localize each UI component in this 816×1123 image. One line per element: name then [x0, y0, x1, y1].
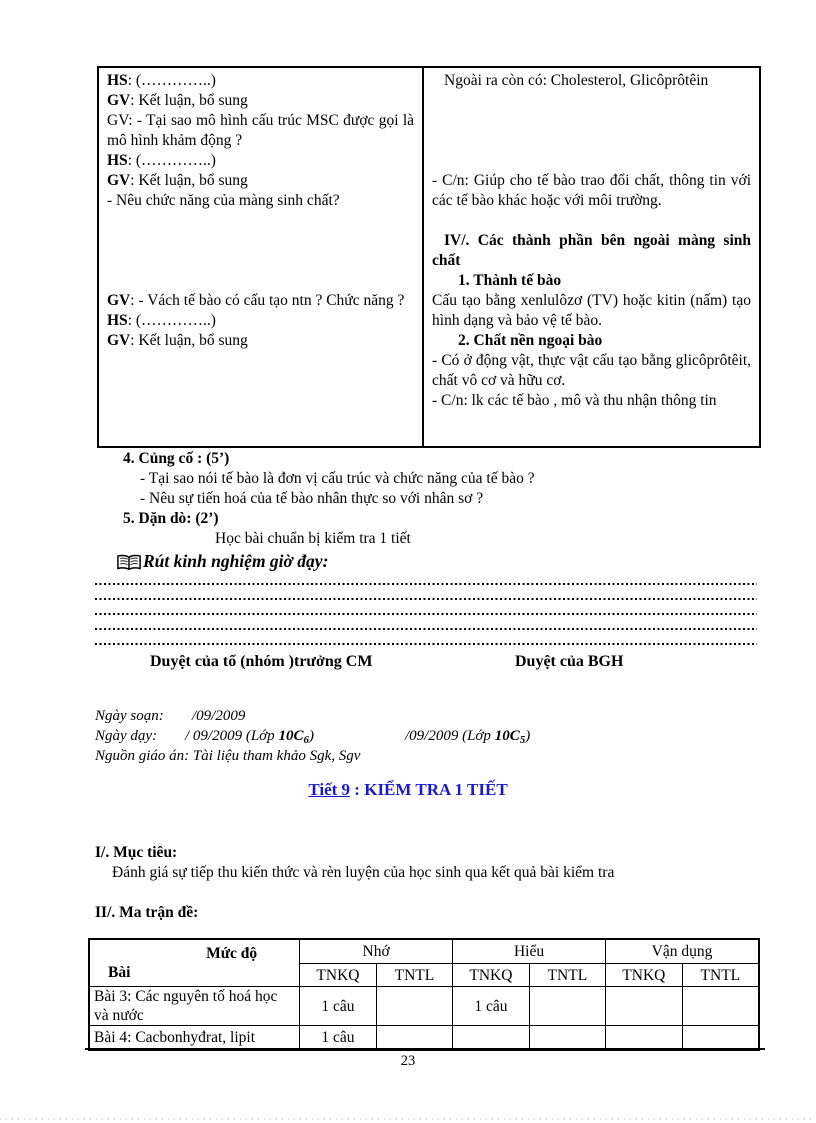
approval-row	[95, 652, 763, 674]
dialog-line: HS: (…………..)	[107, 312, 216, 329]
sub-header: TNTL	[682, 964, 759, 987]
prepared-date-label: Ngày soạn:	[95, 708, 164, 724]
lesson-activity-table	[97, 66, 761, 448]
experience-label: Rút kinh nghiệm giờ đạy:	[143, 551, 329, 571]
matrix-cell	[529, 1026, 605, 1051]
matrix-data-row	[89, 1026, 759, 1051]
objective-body: Đánh giá sự tiếp thu kiến thức và rèn luyện của học sinh qua kết quả bài kiểm tra	[112, 864, 615, 881]
content-line: - C/n: lk các tế bào , mô và thu nhận thông tin	[432, 392, 717, 409]
dialog-line: GV: - Tại sao mô hình cấu trúc MSC được gọi là mô hình khảm động ?	[107, 112, 415, 149]
matrix-cell	[376, 1026, 452, 1051]
speaker-label: GV	[107, 172, 131, 189]
taught-date-value-2: /09/2009 (Lớp $10C_5$)	[405, 728, 531, 746]
experience-heading	[95, 549, 763, 573]
speaker-label: HS	[107, 152, 128, 169]
speaker-label: GV	[107, 332, 131, 349]
title-separator: :	[350, 780, 365, 799]
matrix-cell: 1 câu	[300, 1026, 377, 1051]
test-matrix-table	[88, 938, 760, 1051]
consolidation-section	[95, 449, 763, 573]
consolidation-heading: 4. Củng cố : (5’)	[123, 450, 230, 467]
lesson-metadata	[95, 706, 763, 766]
matrix-cell: 1 câu	[453, 987, 530, 1026]
homework-note: Học bài chuẩn bị kiểm tra 1 tiết	[215, 530, 411, 547]
source-label: Nguồn giáo án: Tài liệu tham khảo Sgk, Sgv	[95, 748, 361, 764]
prepared-date-row	[95, 706, 763, 726]
dialog-line: GV: Kết luận, bổ sung	[107, 332, 248, 349]
consolidation-question: - Tại sao nói tế bào là đơn vị cấu trúc và chức năng của tế bào ?	[140, 470, 535, 487]
matrix-cell	[376, 987, 452, 1026]
lesson-name: KIỂM TRA 1 TIẾT	[364, 780, 508, 799]
approval-committee-label: Duyệt của tổ (nhóm )trưởng CM	[150, 653, 373, 670]
sub-header: TNKQ	[300, 964, 377, 987]
page-number: 23	[400, 1053, 416, 1069]
sub-header: TNTL	[529, 964, 605, 987]
group-header-apply: Vận dụng	[606, 939, 760, 964]
taught-date-label: Ngày dạy:	[95, 728, 158, 744]
page-bottom-dotted-edge	[0, 1118, 816, 1120]
objective-heading: I/. Mục tiêu:	[95, 844, 178, 861]
matrix-cell	[453, 1026, 530, 1051]
matrix-cell	[606, 987, 683, 1026]
source-row	[95, 746, 763, 766]
sub-header: TNKQ	[453, 964, 530, 987]
spacer	[432, 91, 751, 171]
dotted-line	[95, 582, 757, 585]
corner-level-label: Mức độ	[206, 945, 258, 962]
content-line: - Có ở động vật, thực vật cấu tạo bằng glicôprôtêit, chất vô cơ và hữu cơ.	[432, 352, 751, 389]
approval-board-label: Duyệt của BGH	[515, 653, 624, 670]
subsection-heading: 2. Chất nền ngoại bào	[458, 332, 603, 349]
prepared-date-value: /09/2009	[192, 708, 246, 724]
content-line: Ngoài ra còn có: Cholesterol, Glicôprôtêin	[444, 72, 709, 89]
dialog-line: GV: Kết luận, bổ sung	[107, 172, 248, 189]
matrix-heading: II/. Ma trận đề:	[95, 904, 199, 921]
content-line: Cấu tạo bằng xenlulôzơ (TV) hoặc kitin (nấm) tạo hình dạng và bảo vệ tế bào.	[432, 292, 751, 329]
group-header-remember: Nhớ	[300, 939, 453, 964]
row-label: Bài 4: Cacbonhyđrat, lipit	[89, 1026, 300, 1051]
matrix-cell	[682, 987, 759, 1026]
open-book-icon	[117, 553, 141, 570]
matrix-cell	[529, 987, 605, 1026]
footer-divider	[85, 1048, 765, 1050]
corner-lesson-label: Bài	[108, 964, 131, 981]
matrix-cell	[682, 1026, 759, 1051]
sub-header: TNTL	[376, 964, 452, 987]
dialog-line: GV: Kết luận, bổ sung	[107, 92, 248, 109]
lesson-title	[20, 779, 796, 801]
content-line: - C/n: Giúp cho tế bào trao đổi chất, thông tin với các tế bào khác hoặc với môi trường.	[432, 172, 751, 209]
consolidation-question: - Nêu sự tiến hoá của tế bào nhân thực so với nhân sơ ?	[140, 490, 484, 507]
matrix-cell: 1 câu	[300, 987, 377, 1026]
dialog-line: HS: (…………..)	[107, 152, 216, 169]
speaker-label: HS	[107, 72, 128, 89]
lesson-content-column	[424, 68, 759, 446]
dotted-line	[95, 627, 757, 630]
matrix-corner-cell	[89, 939, 300, 987]
matrix-group-header-row	[89, 939, 759, 964]
lesson-number: Tiết 9	[308, 780, 351, 799]
matrix-cell	[606, 1026, 683, 1051]
sub-header: TNKQ	[606, 964, 683, 987]
dotted-line	[95, 612, 757, 615]
fill-in-lines	[95, 582, 757, 657]
spacer	[432, 211, 751, 231]
dotted-line	[95, 597, 757, 600]
dialog-line: - Nêu chức năng của màng sinh chất?	[107, 192, 340, 209]
spacer	[107, 211, 414, 291]
objective-section	[95, 843, 765, 883]
matrix-data-row	[89, 987, 759, 1026]
taught-date-value-1: / 09/2009 (Lớp $10C_6$)	[185, 728, 314, 746]
group-header-understand: Hiểu	[453, 939, 606, 964]
taught-date-row	[95, 726, 763, 746]
teacher-student-activity-column	[99, 68, 424, 446]
speaker-label: GV	[107, 292, 131, 309]
dialog-line: HS: (…………..)	[107, 72, 216, 89]
dotted-line	[95, 642, 757, 645]
speaker-label: HS	[107, 312, 128, 329]
dialog-line: GV: - Vách tế bào có cấu tạo ntn ? Chức năng ?	[107, 292, 405, 309]
speaker-label: GV	[107, 92, 131, 109]
subsection-heading: 1. Thành tế bào	[458, 272, 562, 289]
homework-heading: 5. Dặn dò: (2’)	[123, 510, 219, 527]
section-heading: IV/. Các thành phần bên ngoài màng sinh chất	[432, 232, 751, 269]
row-label: Bài 3: Các nguyên tố hoá học và nước	[89, 987, 300, 1026]
